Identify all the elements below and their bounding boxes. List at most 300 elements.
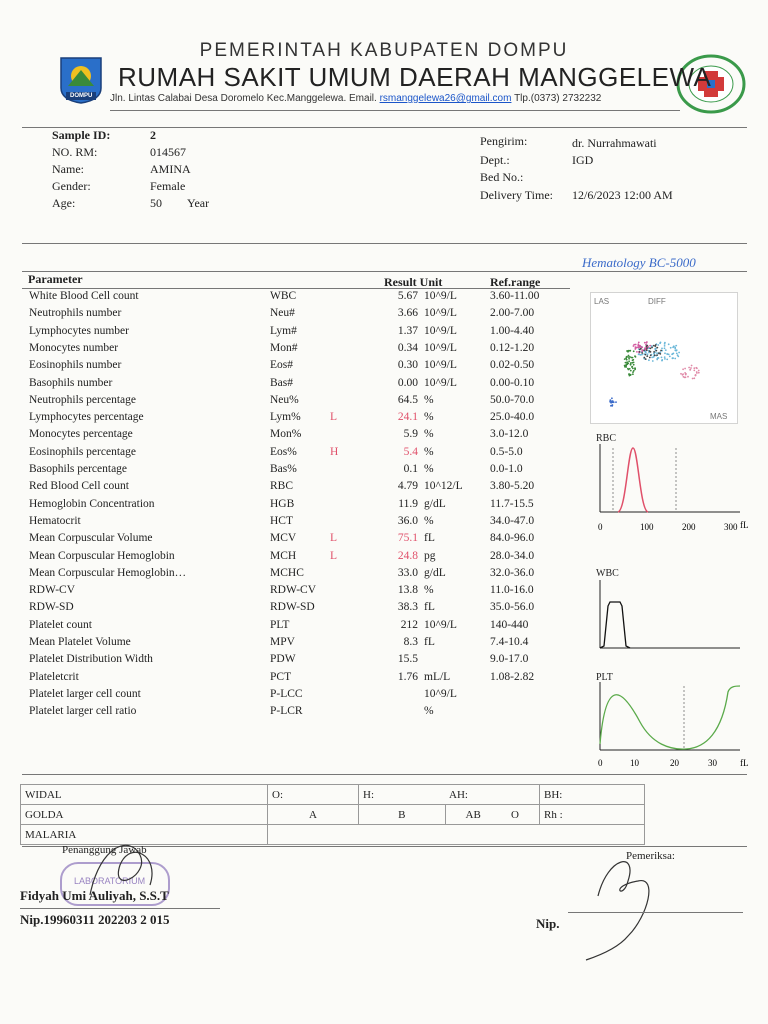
param-code: Lym# (270, 324, 297, 337)
result-row (0, 550, 768, 567)
scatter-point (696, 367, 698, 369)
header-ref-range: Ref.range (490, 275, 541, 289)
header-hospital-name: RUMAH SAKIT UMUM DAERAH MANGGELEWA (118, 62, 712, 92)
pengirim-value: dr. Nurrahmawati (572, 136, 657, 150)
param-unit: 10^9/L (424, 376, 457, 389)
delivery-value: 12/6/2023 12:00 AM (572, 188, 673, 202)
param-unit: % (424, 393, 434, 406)
scatter-point (664, 343, 666, 345)
name-label: Name: (52, 162, 84, 176)
scatter-point (626, 359, 628, 361)
scatter-point (688, 367, 690, 369)
scatter-point (684, 368, 686, 370)
param-unit: 10^9/L (424, 687, 457, 700)
param-value: 1.76 (397, 670, 418, 683)
param-value: 212 (400, 618, 418, 631)
malaria-label: MALARIA (21, 825, 268, 845)
param-unit: g/dL (424, 497, 446, 510)
scatter-point (650, 348, 652, 350)
param-name: Hemoglobin Concentration (29, 497, 155, 510)
param-ref: 0.5-5.0 (490, 445, 523, 458)
rbc-tick-100: 100 (640, 522, 654, 532)
scatter-point (653, 351, 655, 353)
param-value: 0.30 (397, 359, 418, 372)
malaria-value (268, 825, 645, 845)
param-ref: 9.0-17.0 (490, 653, 529, 666)
param-ref: 35.0-56.0 (490, 601, 535, 614)
scatter-point (673, 353, 675, 355)
param-unit: mL/L (424, 670, 451, 683)
param-name: Lymphocytes percentage (29, 411, 144, 424)
scatter-point (638, 345, 640, 347)
scatter-point (693, 377, 695, 379)
plt-tick-30: 30 (708, 758, 717, 768)
scatter-point (646, 342, 648, 344)
scatter-point (675, 345, 677, 347)
scatter-point (664, 345, 666, 347)
pemeriksa-rule (568, 912, 743, 913)
table-header-rule (22, 288, 570, 289)
param-value: 0.34 (397, 341, 418, 354)
param-flag: L (330, 411, 338, 424)
param-unit: fL (424, 636, 435, 648)
scatter-point (698, 372, 700, 374)
param-value: 3.66 (397, 307, 418, 320)
golda-ab: AB (465, 808, 481, 821)
scatter-point (646, 345, 648, 347)
scatter-point (635, 347, 637, 349)
scatter-point (661, 348, 663, 350)
param-unit: fL (424, 601, 435, 614)
scatter-point (630, 370, 632, 372)
dept-value: IGD (572, 153, 594, 167)
scatter-point (669, 356, 671, 358)
param-code: Eos# (270, 359, 293, 372)
scatter-point (626, 350, 628, 352)
param-code: MCHC (270, 566, 304, 579)
param-name: RDW-SD (29, 601, 74, 614)
pemeriksa-label: Pemeriksa: (626, 850, 675, 862)
scatter-point (692, 378, 694, 380)
scatter-point (664, 347, 666, 349)
scatter-point (670, 347, 672, 349)
scatter-point (660, 350, 662, 352)
scatter-point (689, 369, 691, 371)
param-name: Monocytes percentage (29, 428, 133, 441)
param-flag: L (330, 532, 338, 545)
scatter-point (653, 356, 655, 358)
param-name: Platelet larger cell count (29, 687, 141, 700)
golda-ab-o (445, 805, 540, 825)
param-code: P-LCC (270, 687, 303, 700)
rbc-tick-200: 200 (682, 522, 696, 532)
scatter-point (666, 359, 668, 361)
param-code: HGB (270, 497, 295, 510)
param-name: Mean Corpuscular Volume (29, 532, 153, 545)
param-code: Neu# (270, 307, 295, 320)
widal-o: O: (268, 785, 359, 805)
rm-label: NO. RM: (52, 145, 98, 159)
param-unit: % (424, 445, 434, 458)
scatter-point (632, 359, 634, 361)
header-rule (110, 110, 680, 111)
scatter-point (682, 374, 684, 376)
diff-scatter-svg (590, 292, 738, 424)
plt-tick-10: 10 (630, 758, 639, 768)
param-unit: 10^9/L (424, 618, 457, 631)
param-ref: 84.0-96.0 (490, 532, 535, 545)
scatter-point (698, 370, 700, 372)
param-value: 0.00 (397, 376, 418, 389)
plt-unit: fL (740, 758, 749, 768)
scatter-point (676, 349, 678, 351)
param-code: Lym% (270, 411, 301, 424)
param-ref: 25.0-40.0 (490, 411, 535, 424)
golda-a: A (268, 805, 359, 825)
scatter-point (633, 345, 635, 347)
scatter-point (641, 350, 643, 352)
param-unit: 10^9/L (424, 307, 457, 320)
scatter-point (652, 360, 654, 362)
scatter-point (612, 401, 614, 403)
param-name: Mean Corpuscular Hemoglobin… (29, 566, 187, 579)
scatter-point (633, 370, 635, 372)
param-name: Plateletcrit (29, 670, 79, 683)
scatter-point (696, 372, 698, 374)
param-name: Eosinophils number (29, 359, 122, 372)
scatter-point (674, 347, 676, 349)
scatter-point (640, 354, 642, 356)
param-code: RDW-SD (270, 601, 315, 614)
scatter-point (655, 350, 657, 352)
param-code: MPV (270, 636, 295, 648)
param-unit: 10^12/L (424, 480, 463, 493)
param-value: 11.9 (398, 497, 418, 510)
rbc-unit: fL (740, 520, 749, 530)
param-unit: g/dL (424, 566, 446, 579)
param-ref: 50.0-70.0 (490, 393, 535, 406)
param-ref: 0.02-0.50 (490, 359, 535, 372)
param-unit: % (424, 463, 434, 475)
param-unit: 10^9/L (424, 359, 457, 372)
scatter-point (668, 343, 670, 345)
scatter-point (625, 364, 627, 366)
scatter-point (609, 399, 611, 401)
scatter-point (657, 357, 659, 359)
scatter-point (685, 374, 687, 376)
param-name: Neutrophils number (29, 307, 122, 320)
scatter-point (678, 352, 680, 354)
scatter-point (668, 354, 670, 356)
scatter-point (664, 358, 666, 360)
param-ref: 3.60-11.00 (490, 290, 540, 302)
patient-bottom-rule (22, 243, 747, 244)
scatter-point (672, 357, 674, 359)
scatter-point (649, 357, 651, 359)
scatter-point (628, 369, 630, 371)
scatter-point (615, 401, 617, 403)
scatter-point (638, 342, 640, 344)
scatter-point (672, 346, 674, 348)
scatter-point (685, 376, 687, 378)
param-code: RDW-CV (270, 584, 316, 597)
param-ref: 11.7-15.5 (490, 497, 534, 510)
widal-label: WIDAL (21, 785, 268, 805)
widal-ah: AH: (445, 785, 540, 805)
wbc-histogram (590, 580, 750, 652)
param-code: MCV (270, 532, 297, 545)
header-parameter: Parameter (28, 272, 83, 286)
scatter-label-diff: DIFF (648, 297, 666, 306)
signer-name: Fidyah Umi Auliyah, S.S.T (20, 888, 169, 903)
scatter-point (639, 349, 641, 351)
phone-text: Tlp.(0373) 2732232 (514, 93, 602, 104)
scatter-point (649, 345, 651, 347)
scatter-point (687, 376, 689, 378)
lab-stamp-text: LABORATORIUM (74, 876, 146, 886)
pengirim-label: Pengirim: (480, 134, 528, 148)
scatter-label-las: LAS (594, 297, 610, 306)
patient-top-rule (22, 127, 747, 128)
param-ref: 1.08-2.82 (490, 670, 535, 683)
param-code: Bas% (270, 463, 297, 475)
scatter-point (645, 354, 647, 356)
param-ref: 32.0-36.0 (490, 566, 535, 579)
plt-histogram (590, 682, 750, 774)
param-value: 33.0 (397, 566, 418, 579)
param-unit: pg (424, 549, 436, 562)
scatter-point (633, 364, 635, 366)
scatter-point (654, 354, 656, 356)
param-ref: 0.12-1.20 (490, 341, 535, 354)
scatter-point (643, 357, 645, 359)
scatter-point (677, 354, 679, 356)
scatter-point (632, 373, 634, 375)
param-code: HCT (270, 514, 293, 527)
signer-rule (20, 908, 220, 909)
scatter-point (659, 353, 661, 355)
param-name: Mean Corpuscular Hemoglobin (29, 549, 175, 562)
results-bottom-rule (22, 774, 747, 775)
param-name: Basophils number (29, 376, 113, 389)
scatter-point (664, 352, 666, 354)
param-name: Eosinophils percentage (29, 445, 136, 458)
delivery-label: Delivery Time: (480, 188, 554, 202)
param-ref: 0.0-1.0 (490, 463, 523, 475)
scatter-point (654, 345, 656, 347)
param-code: PDW (270, 653, 296, 666)
param-ref: 1.00-4.40 (490, 324, 535, 337)
dompu-logo (58, 56, 104, 104)
param-code: PLT (270, 618, 290, 631)
golda-row (21, 805, 645, 825)
result-row (0, 428, 768, 445)
param-name: Red Blood Cell count (29, 480, 129, 493)
param-code: WBC (270, 290, 297, 302)
scatter-point (650, 354, 652, 356)
bed-label: Bed No.: (480, 170, 524, 184)
scatter-point (693, 370, 695, 372)
param-value: 13.8 (397, 584, 418, 597)
scatter-point (633, 350, 635, 352)
param-code: MCH (270, 549, 297, 562)
param-unit: fL (424, 532, 435, 545)
param-unit: % (424, 584, 434, 597)
scatter-point (628, 358, 630, 360)
scatter-point (646, 349, 648, 351)
widal-h: H: (359, 785, 446, 805)
param-name: RDW-CV (29, 584, 75, 597)
age-unit: Year (187, 196, 210, 210)
scatter-point (634, 369, 636, 371)
param-name: Mean Platelet Volume (29, 636, 131, 648)
param-value: 5.4 (403, 445, 418, 458)
rm-value: 014567 (150, 145, 186, 159)
scatter-point (634, 355, 636, 357)
scatter-point (661, 357, 663, 359)
scatter-point (680, 373, 682, 375)
param-unit: % (424, 411, 434, 424)
param-name: Hematocrit (29, 514, 81, 527)
param-name: Platelet larger cell ratio (29, 705, 137, 718)
param-value: 8.3 (403, 636, 418, 648)
scatter-point (691, 365, 693, 367)
scatter-point (646, 347, 648, 349)
scatter-point (657, 344, 659, 346)
param-value: 4.79 (397, 480, 418, 493)
param-value: 5.9 (403, 428, 418, 441)
param-code: Mon# (270, 341, 298, 354)
param-value: 38.3 (397, 601, 418, 614)
analyzer-name: Hematology BC-5000 (582, 255, 696, 270)
rbc-tick-300: 300 (724, 522, 738, 532)
scatter-point (690, 367, 692, 369)
param-code: P-LCR (270, 705, 303, 718)
param-value: 64.5 (397, 393, 418, 406)
plt-tick-0: 0 (598, 758, 603, 768)
scatter-point (656, 352, 658, 354)
sample-id-label: Sample ID: (52, 128, 111, 142)
param-value: 0.1 (403, 463, 418, 475)
scatter-point (641, 352, 643, 354)
scatter-point (643, 350, 645, 352)
param-name: Neutrophils percentage (29, 393, 136, 406)
name-value: AMINA (150, 162, 191, 176)
golda-rh: Rh : (540, 805, 645, 825)
gender-value: Female (150, 179, 186, 193)
signer-nip: Nip.19960311 202203 2 015 (20, 912, 170, 927)
param-name: Basophils percentage (29, 463, 128, 475)
param-ref: 0.00-0.10 (490, 376, 535, 389)
scatter-point (628, 355, 630, 357)
scatter-point (646, 355, 648, 357)
param-code: Neu% (270, 393, 299, 406)
param-name: Lymphocytes number (29, 324, 129, 337)
scatter-point (645, 358, 647, 360)
rbc-label: RBC (596, 433, 617, 444)
rbc-histogram (590, 444, 750, 536)
age-label: Age: (52, 196, 76, 210)
scatter-point (695, 374, 697, 376)
golda-b: B (359, 805, 446, 825)
scatter-point (611, 397, 613, 399)
scatter-point (656, 359, 658, 361)
param-ref: 11.0-16.0 (490, 584, 534, 597)
param-flag: H (330, 445, 339, 458)
scatter-point (631, 366, 633, 368)
param-name: Monocytes number (29, 341, 119, 354)
scatter-point (682, 368, 684, 370)
signature-right (578, 856, 688, 966)
scatter-point (693, 367, 695, 369)
scatter-point (665, 349, 667, 351)
scatter-point (650, 351, 652, 353)
param-code: Bas# (270, 376, 293, 389)
param-unit: 10^9/L (424, 324, 457, 337)
param-ref: 2.00-7.00 (490, 307, 535, 320)
scatter-point (676, 353, 678, 355)
param-value: 1.37 (397, 324, 418, 337)
scatter-point (664, 356, 666, 358)
header-address (110, 93, 601, 104)
gender-label: Gender: (52, 179, 91, 193)
param-ref: 34.0-47.0 (490, 514, 535, 527)
param-code: RBC (270, 480, 294, 493)
scatter-point (648, 359, 650, 361)
param-ref: 28.0-34.0 (490, 549, 535, 562)
scatter-point (647, 353, 649, 355)
scatter-point (651, 347, 653, 349)
param-unit: % (424, 705, 434, 718)
diff-scatter-chart (590, 292, 738, 424)
param-name: White Blood Cell count (29, 290, 139, 302)
golda-label: GOLDA (21, 805, 268, 825)
param-ref: 7.4-10.4 (490, 636, 529, 648)
param-ref: 140-440 (490, 618, 529, 631)
address-text: Jln. Lintas Calabai Desa Doromelo Kec.Manggelewa. Email. (110, 93, 377, 104)
header-government: PEMERINTAH KABUPATEN DOMPU (199, 40, 569, 61)
param-value: 75.1 (397, 532, 418, 545)
param-value: 15.5 (397, 653, 418, 666)
wbc-label: WBC (596, 568, 619, 579)
param-ref: 3.0-12.0 (490, 428, 529, 441)
scatter-point (683, 376, 685, 378)
param-unit: 10^9/L (424, 290, 457, 302)
scatter-point (626, 356, 628, 358)
email-link[interactable]: rsmanggelewa26@gmail.com (379, 93, 512, 104)
scatter-point (612, 404, 614, 406)
dompu-logo-text: DOMPU (70, 93, 93, 99)
param-value: 5.67 (397, 290, 418, 302)
scatter-point (628, 350, 630, 352)
scatter-point (630, 362, 632, 364)
param-code: PCT (270, 670, 292, 683)
scatter-point (656, 347, 658, 349)
scatter-point (661, 359, 663, 361)
param-value: 24.8 (397, 549, 418, 562)
scatter-point (625, 362, 627, 364)
scatter-point (624, 358, 626, 360)
scatter-point (644, 342, 646, 344)
param-value: 36.0 (397, 514, 418, 527)
scatter-point (636, 351, 638, 353)
param-unit: % (424, 428, 434, 441)
rbc-tick-0: 0 (598, 522, 603, 532)
widal-row (21, 785, 645, 805)
scatter-point (656, 354, 658, 356)
age-value: 50 (150, 196, 162, 210)
param-flag: L (330, 549, 338, 562)
